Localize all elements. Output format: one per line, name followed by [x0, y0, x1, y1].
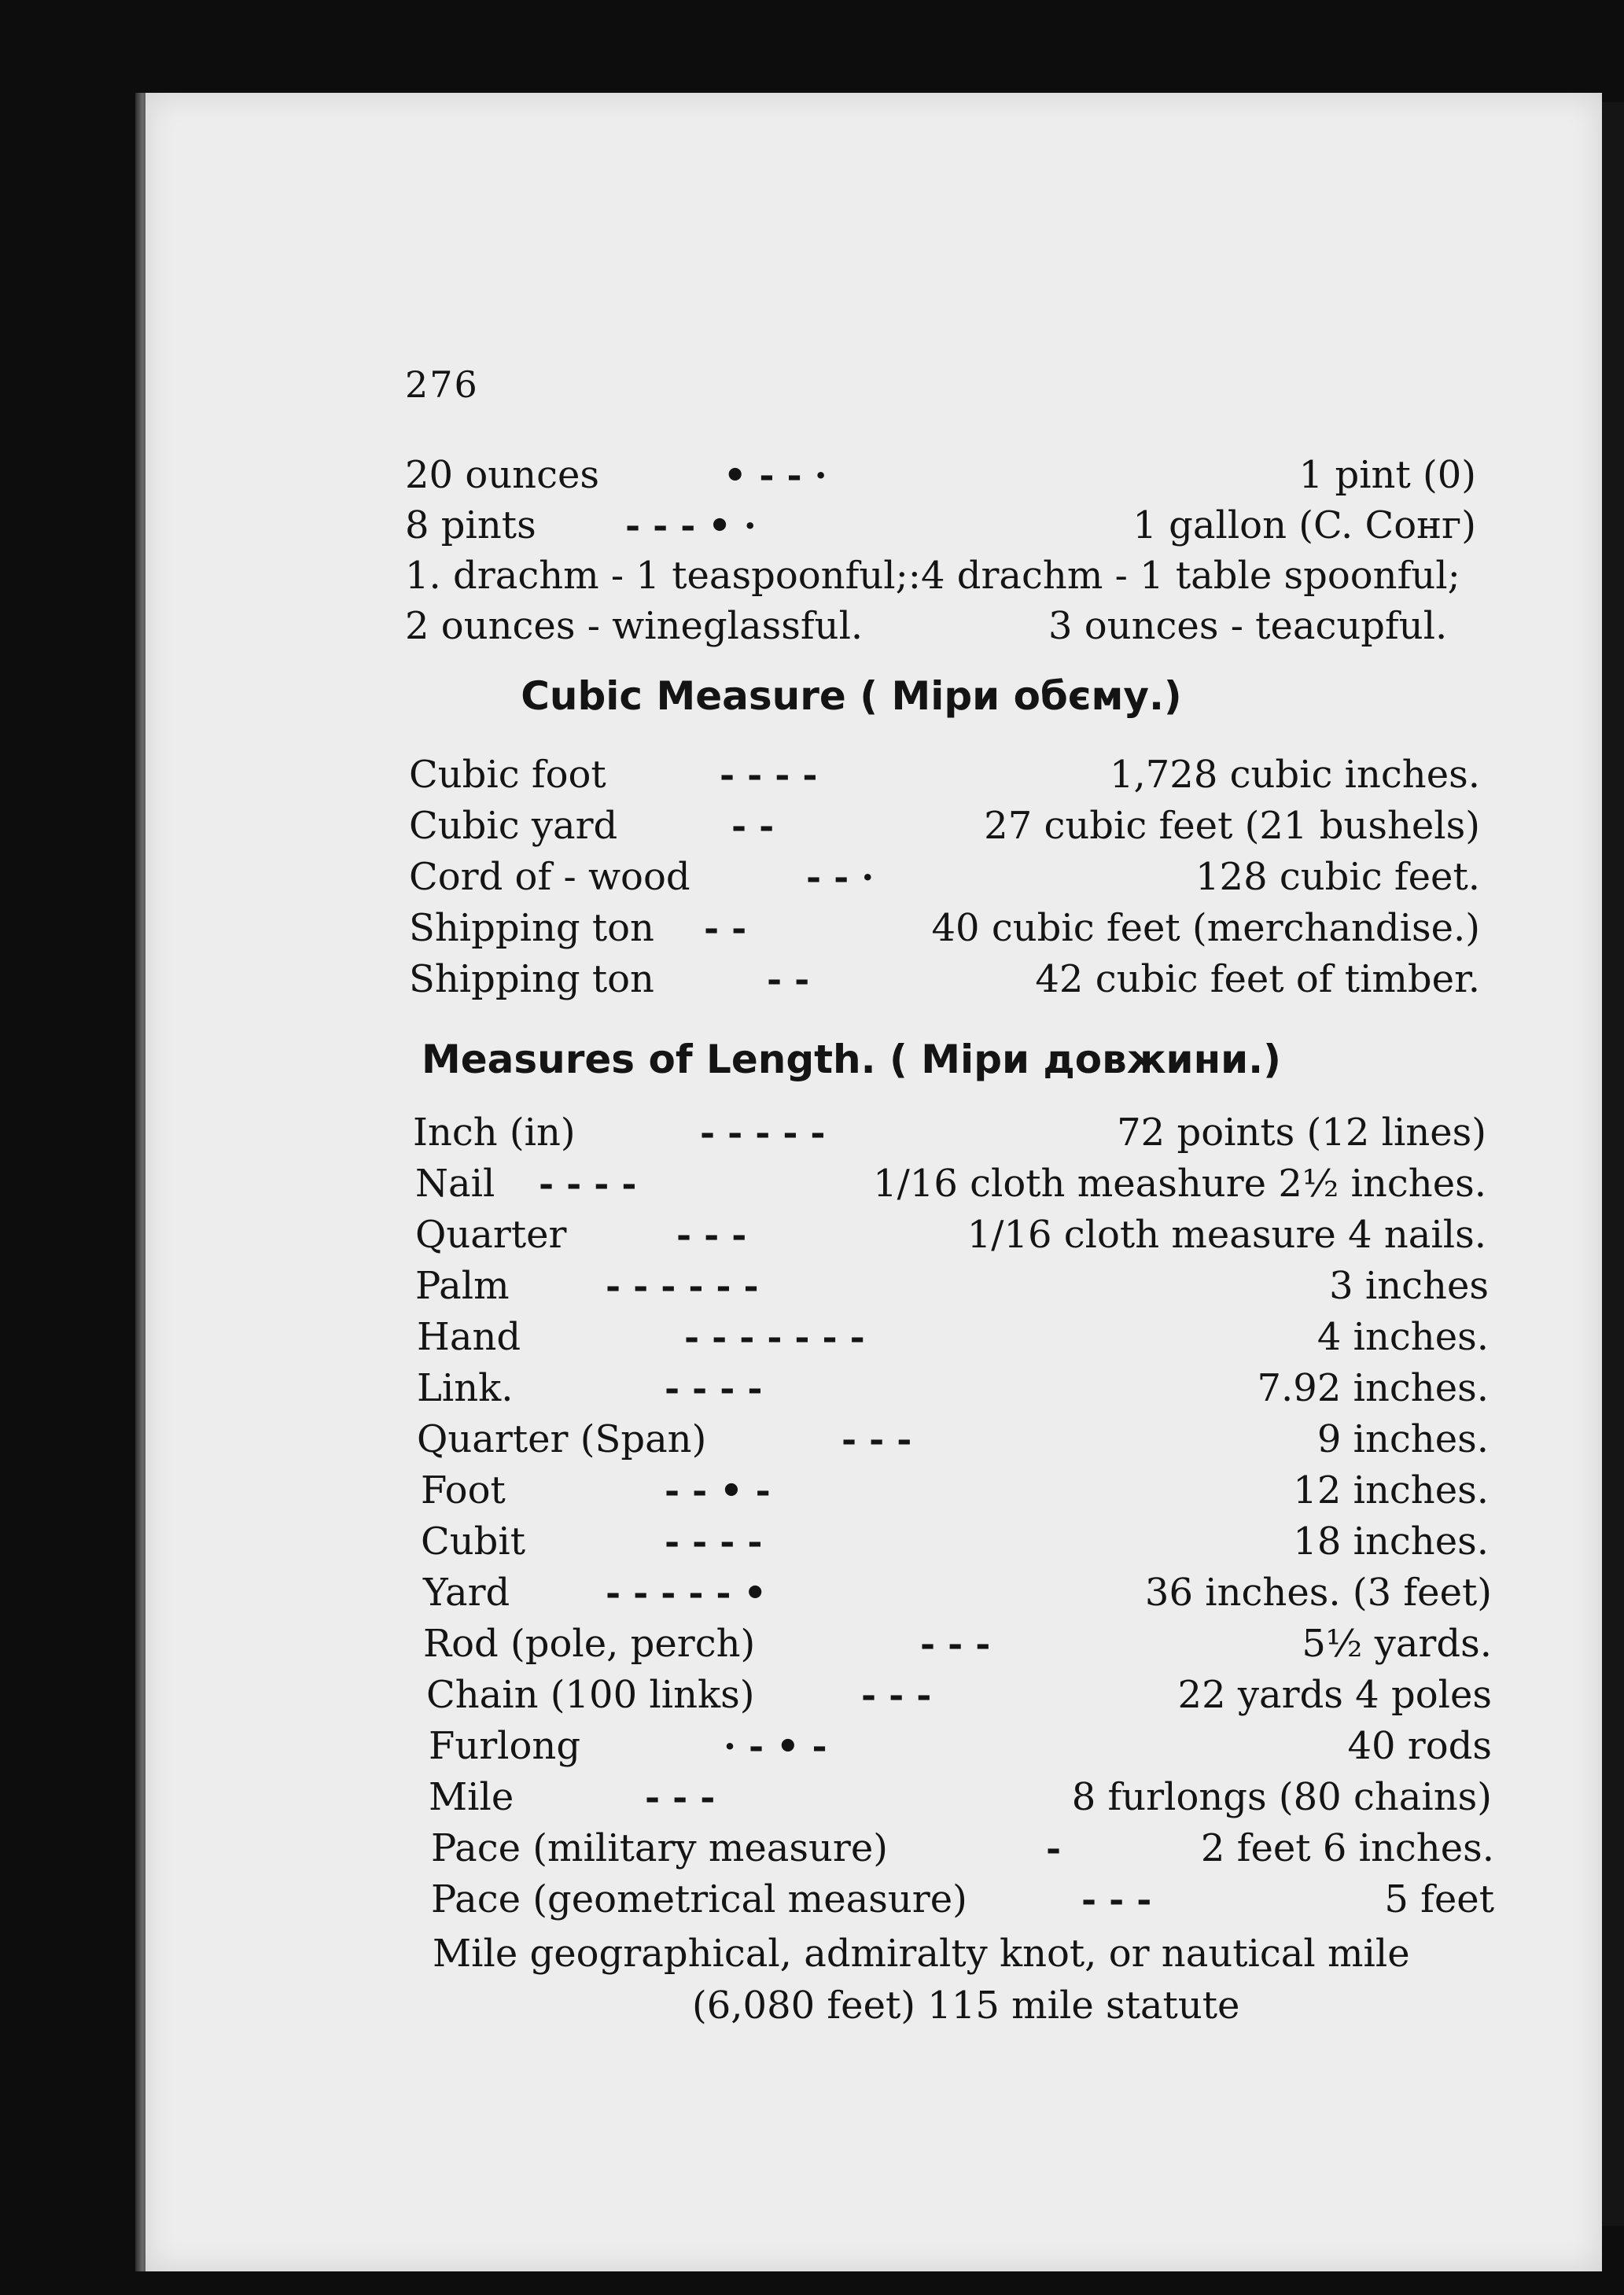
- length-row: [0, 1365, 1624, 1412]
- length-row: [0, 1262, 1624, 1310]
- cubic-row: [0, 751, 1624, 798]
- liquid-note: 1. drachm - 1 teaspoonful;:4 drachm - 1 table spoonful;: [405, 554, 1460, 598]
- row-value: 2 feet 6 inches.: [1200, 1826, 1494, 1870]
- row-value: 4 inches.: [1317, 1315, 1489, 1359]
- row-leader: - - -: [676, 1214, 747, 1256]
- row-leader: - - - - -: [700, 1111, 826, 1154]
- row-label: Pace (geometrical measure): [431, 1877, 967, 1921]
- row-leader: - - -: [920, 1623, 991, 1665]
- row-label: Mile: [429, 1775, 514, 1819]
- page-number: 276: [405, 363, 479, 406]
- liquid-note: 3 ounces - teacupful.: [1048, 604, 1448, 648]
- length-row: [0, 1518, 1624, 1565]
- row-label: 20 ounces: [405, 453, 599, 497]
- row-label: Quarter: [415, 1213, 567, 1257]
- liquid-row: [0, 502, 1624, 549]
- row-label: Shipping ton: [409, 906, 654, 950]
- row-label: Cord of - wood: [409, 855, 690, 899]
- row-leader: - - ·: [806, 856, 875, 898]
- row-value: 36 inches. (3 feet): [1144, 1571, 1492, 1615]
- liquid-note: 2 ounces - wineglassful.: [405, 604, 864, 648]
- length-row: [0, 1313, 1624, 1361]
- cubic-row: [0, 802, 1624, 849]
- nautical-mile-note: (6,080 feet) 115 mile statute: [692, 1984, 1240, 2028]
- row-value: 5 feet: [1384, 1877, 1494, 1921]
- row-label: Rod (pole, perch): [423, 1622, 756, 1666]
- row-leader: - - - -: [720, 753, 818, 796]
- row-value: 22 yards 4 poles: [1177, 1673, 1492, 1717]
- row-label: Quarter (Span): [417, 1417, 707, 1461]
- row-label: Link.: [417, 1366, 514, 1410]
- row-leader: - - - - - •: [606, 1571, 767, 1614]
- length-row: [0, 1774, 1624, 1821]
- length-row: [0, 1722, 1624, 1770]
- row-value: 12 inches.: [1293, 1468, 1489, 1512]
- row-value: 1 gallon (C. Сонг): [1132, 503, 1476, 547]
- row-value: 5½ yards.: [1302, 1622, 1492, 1666]
- row-leader: - - - - - - -: [684, 1316, 865, 1358]
- row-leader: · - • -: [724, 1725, 827, 1767]
- row-leader: -: [1046, 1827, 1062, 1870]
- row-leader: - - - • ·: [625, 504, 757, 547]
- liquid-row: [0, 451, 1624, 499]
- length-row: [0, 1825, 1624, 1872]
- length-row: [0, 1569, 1624, 1616]
- row-label: Yard: [423, 1571, 510, 1615]
- row-leader: - - • -: [665, 1469, 771, 1512]
- row-leader: - - -: [841, 1418, 912, 1461]
- row-leader: - - - - - -: [606, 1265, 759, 1307]
- cubic-row: [0, 853, 1624, 901]
- row-leader: - -: [731, 805, 775, 847]
- row-leader: • - - ·: [724, 454, 827, 496]
- row-value: 9 inches.: [1317, 1417, 1489, 1461]
- row-leader: - - -: [1081, 1878, 1152, 1921]
- length-row: [0, 1416, 1624, 1463]
- row-value: 128 cubic feet.: [1195, 855, 1480, 899]
- row-value: 1/16 cloth measure 4 nails.: [967, 1213, 1486, 1257]
- row-leader: - - - -: [665, 1367, 763, 1409]
- row-label: Shipping ton: [409, 957, 654, 1001]
- row-label: Cubit: [421, 1520, 526, 1564]
- row-value: 72 points (12 lines): [1117, 1111, 1486, 1155]
- row-value: 40 cubic feet (merchandise.): [931, 906, 1480, 950]
- cubic-row: [0, 904, 1624, 952]
- row-label: Nail: [415, 1162, 495, 1206]
- row-value: 1,728 cubic inches.: [1109, 753, 1480, 797]
- row-value: 18 inches.: [1293, 1520, 1489, 1564]
- cubic-row: [0, 956, 1624, 1003]
- row-leader: - -: [704, 907, 747, 949]
- row-label: Palm: [415, 1264, 510, 1308]
- cubic-measure-heading: Cubic Measure ( Міри обєму.): [521, 673, 1182, 719]
- length-row: [0, 1467, 1624, 1514]
- row-leader: - - - -: [665, 1520, 763, 1563]
- row-label: Cubic foot: [409, 753, 606, 797]
- row-value: 3 inches: [1329, 1264, 1489, 1308]
- row-value: 1/16 cloth meashure 2½ inches.: [873, 1162, 1486, 1206]
- row-label: Chain (100 links): [426, 1673, 755, 1717]
- row-leader: - - -: [861, 1674, 932, 1716]
- row-label: Cubic yard: [409, 804, 618, 848]
- row-label: Foot: [421, 1468, 506, 1512]
- nautical-mile-line: Mile geographical, admiralty knot, or nautical mile: [433, 1932, 1410, 1976]
- row-value: 42 cubic feet of timber.: [1035, 957, 1480, 1001]
- row-value: 1 pint (0): [1298, 453, 1476, 497]
- row-leader: - -: [767, 958, 810, 1000]
- row-leader: - - - -: [539, 1162, 637, 1205]
- length-row: [0, 1109, 1624, 1156]
- length-row: [0, 1671, 1624, 1718]
- row-label: Furlong: [429, 1724, 581, 1768]
- length-row: [0, 1620, 1624, 1667]
- row-value: 7.92 inches.: [1257, 1366, 1489, 1410]
- length-row: [0, 1211, 1624, 1258]
- row-value: 40 rods: [1347, 1724, 1492, 1768]
- row-leader: - - -: [645, 1776, 716, 1818]
- length-row: [0, 1876, 1624, 1923]
- length-row: [0, 1160, 1624, 1207]
- row-label: Pace (military measure): [431, 1826, 888, 1870]
- length-measure-heading: Measures of Length. ( Міри довжини.): [421, 1037, 1282, 1082]
- row-label: 8 pints: [405, 503, 536, 547]
- row-value: 8 furlongs (80 chains): [1071, 1775, 1492, 1819]
- row-value: 27 cubic feet (21 bushels): [984, 804, 1480, 848]
- row-label: Inch (in): [413, 1111, 576, 1155]
- row-label: Hand: [417, 1315, 521, 1359]
